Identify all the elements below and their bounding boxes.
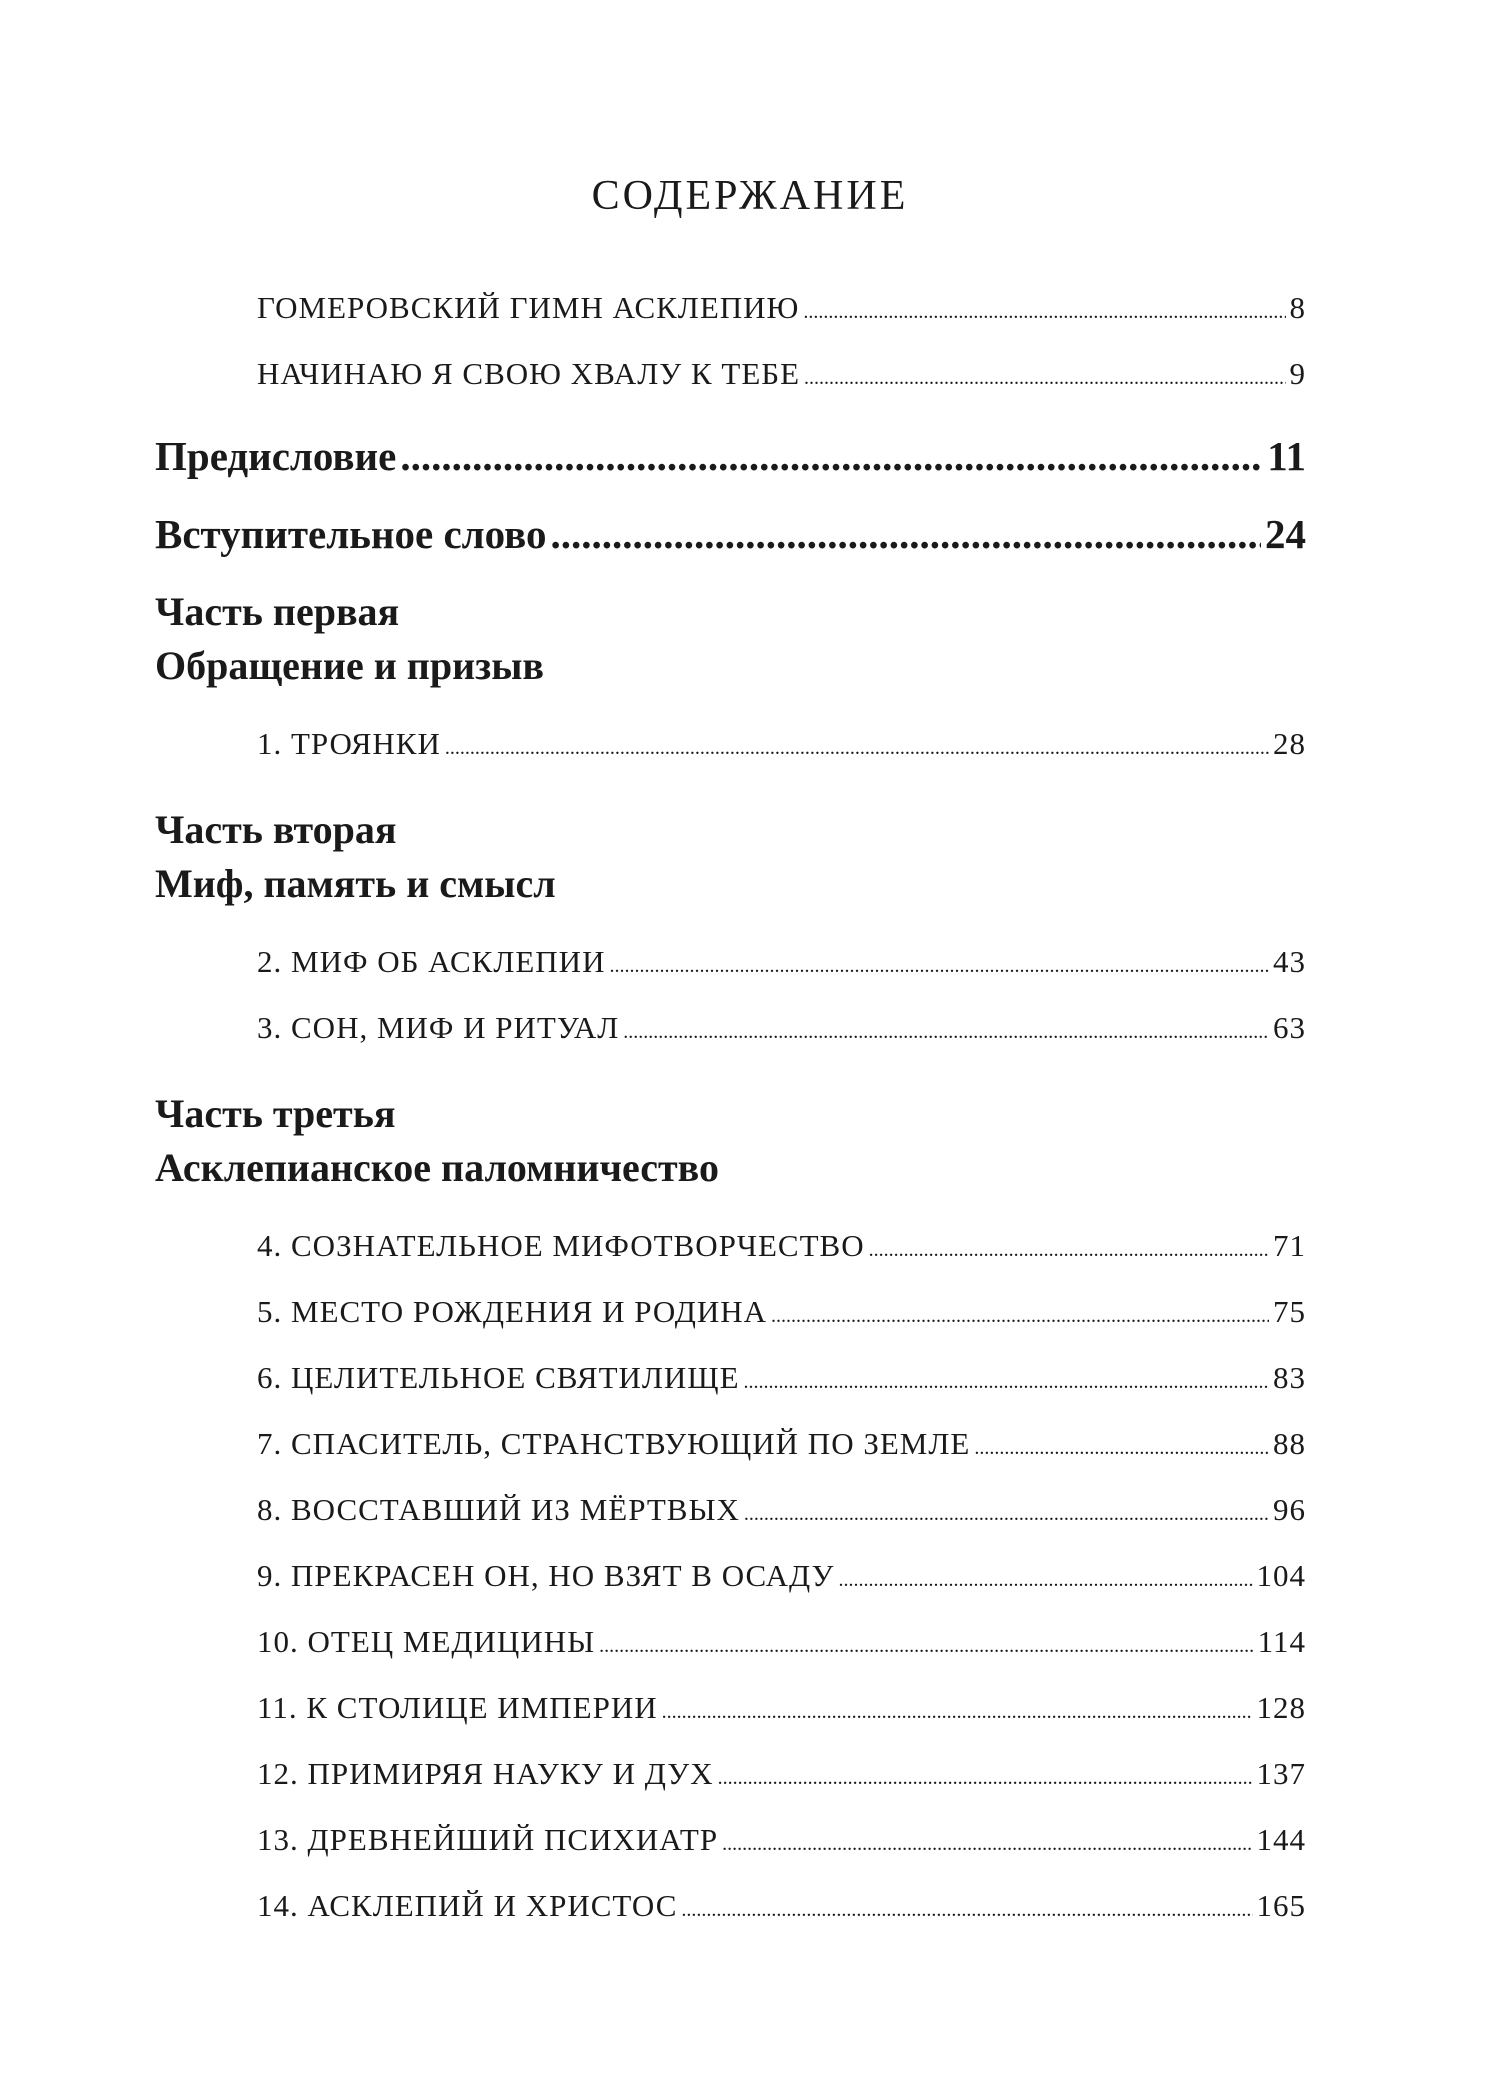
toc-entry-label: 11. К СТОЛИЦЕ ИМПЕРИИ: [257, 1690, 658, 1725]
dot-leader: [551, 510, 1261, 558]
toc-entry[interactable]: [257, 1888, 1306, 1924]
toc-entry[interactable]: [257, 1756, 1306, 1792]
dot-leader: [804, 367, 1285, 390]
toc-entry-label: Вступительное слово: [155, 511, 547, 557]
toc-entry-label: 4. СОЗНАТЕЛЬНОЕ МИФОТВОРЧЕСТВО: [257, 1228, 865, 1263]
toc-entry-label: 13. ДРЕВНЕЙШИЙ ПСИХИАТР: [257, 1822, 719, 1857]
dot-leader: [445, 737, 1269, 760]
page-title: СОДЕРЖАНИЕ: [591, 173, 909, 219]
toc-entry-page: 9: [1289, 356, 1306, 391]
dot-leader: [838, 1569, 1252, 1592]
toc-entry-label: Предисловие: [155, 433, 397, 479]
toc-entry-page: 75: [1273, 1294, 1306, 1329]
dot-leader: [744, 1503, 1269, 1526]
toc-entry-page: 63: [1273, 1010, 1306, 1045]
toc-entry-page: 71: [1273, 1228, 1306, 1263]
part-label: Часть первая: [155, 589, 400, 634]
dot-leader: [400, 432, 1263, 480]
toc-entry[interactable]: [257, 290, 1306, 326]
toc-entry-label: 5. МЕСТО РОЖДЕНИЯ И РОДИНА: [257, 1294, 768, 1329]
toc-entry-page: 8: [1289, 290, 1306, 325]
part-label: Часть вторая: [155, 807, 397, 852]
toc-entry-label: 6. ЦЕЛИТЕЛЬНОЕ СВЯТИЛИЩЕ: [257, 1360, 740, 1395]
toc-entry[interactable]: [257, 1690, 1306, 1726]
toc-entry[interactable]: [257, 1010, 1306, 1046]
toc-entry-label: 12. ПРИМИРЯЯ НАУКУ И ДУХ: [257, 1756, 714, 1791]
toc-entry-page: 83: [1273, 1360, 1306, 1395]
dot-leader: [722, 1833, 1252, 1856]
toc-entry-label: 2. МИФ ОБ АСКЛЕПИИ: [257, 944, 606, 979]
dot-leader: [869, 1239, 1269, 1262]
toc-entry-label: 10. ОТЕЦ МЕДИЦИНЫ: [257, 1624, 596, 1659]
dot-leader: [974, 1437, 1269, 1460]
toc-entry-page: 24: [1265, 511, 1306, 557]
toc-entry-label: ГОМЕРОВСКИЙ ГИМН АСКЛЕПИЮ: [257, 290, 800, 325]
dot-leader: [744, 1371, 1269, 1394]
toc-entry[interactable]: [257, 1624, 1306, 1660]
toc-entry-page: 96: [1273, 1492, 1306, 1527]
toc-entry-page: 137: [1256, 1756, 1306, 1791]
dot-leader: [662, 1701, 1253, 1724]
dot-leader: [803, 301, 1285, 324]
toc-entry-label: 1. ТРОЯНКИ: [257, 726, 441, 761]
dot-leader: [771, 1305, 1269, 1328]
toc-entry[interactable]: [257, 1294, 1306, 1330]
toc-entry-page: 28: [1273, 726, 1306, 761]
toc-entry-label: 14. АСКЛЕПИЙ И ХРИСТОС: [257, 1888, 678, 1923]
toc-entry-label: 9. ПРЕКРАСЕН ОН, НО ВЗЯТ В ОСАДУ: [257, 1558, 835, 1593]
part-title: Асклепианское паломничество: [155, 1145, 720, 1190]
toc-entry[interactable]: [257, 356, 1306, 392]
toc-entry-page: 88: [1273, 1426, 1306, 1461]
toc-entry[interactable]: [257, 1558, 1306, 1594]
toc-entry-page: 43: [1273, 944, 1306, 979]
toc-main-entry[interactable]: [155, 432, 1306, 480]
toc-entry[interactable]: [257, 1426, 1306, 1462]
dot-leader: [599, 1635, 1254, 1658]
dot-leader: [681, 1899, 1252, 1922]
dot-leader: [718, 1767, 1253, 1790]
toc-entry-page: 144: [1256, 1822, 1306, 1857]
toc-entry[interactable]: [257, 726, 1306, 762]
dot-leader: [623, 1021, 1269, 1044]
toc-entry[interactable]: [257, 1492, 1306, 1528]
toc-entry-label: НАЧИНАЮ Я СВОЮ ХВАЛУ К ТЕБЕ: [257, 356, 801, 391]
toc-entry-page: 165: [1256, 1888, 1306, 1923]
part-title: Миф, память и смысл: [155, 861, 556, 906]
toc-entry[interactable]: [257, 1360, 1306, 1396]
part-label: Часть третья: [155, 1091, 396, 1136]
toc-entry[interactable]: [257, 1822, 1306, 1858]
toc-entry-page: 104: [1256, 1558, 1306, 1593]
toc-entry-page: 114: [1257, 1624, 1306, 1659]
toc-entry-page: 11: [1267, 433, 1306, 479]
toc-main-entry[interactable]: [155, 510, 1306, 558]
toc-entry-label: 3. СОН, МИФ И РИТУАЛ: [257, 1010, 620, 1045]
toc-entry[interactable]: [257, 944, 1306, 980]
toc-entry-page: 128: [1256, 1690, 1306, 1725]
toc-entry-label: 7. СПАСИТЕЛЬ, СТРАНСТВУЮЩИЙ ПО ЗЕМЛЕ: [257, 1426, 971, 1461]
toc-entry-label: 8. ВОССТАВШИЙ ИЗ МЁРТВЫХ: [257, 1492, 740, 1527]
part-title: Обращение и призыв: [155, 643, 545, 688]
dot-leader: [609, 955, 1269, 978]
toc-entry[interactable]: [257, 1228, 1306, 1264]
